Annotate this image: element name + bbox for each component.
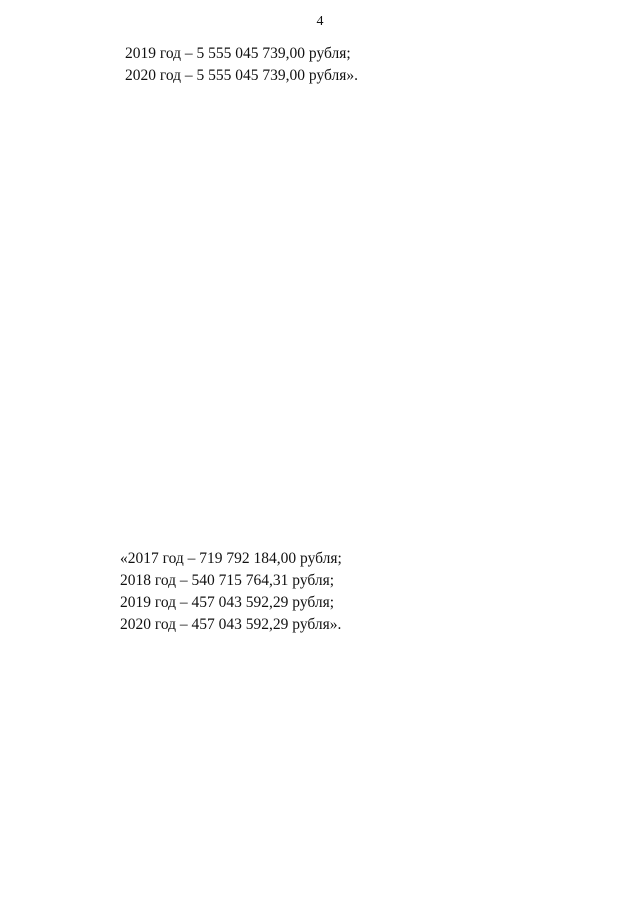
item-1-8-amount-2017: «2017 год – 719 792 184,00 рубля;: [120, 550, 342, 567]
item-1-8-amount-2019: 2019 год – 457 043 592,29 рубля;: [120, 594, 335, 611]
page-number: 4: [316, 14, 324, 29]
amount-line-2019: 2019 год – 5 555 045 739,00 рубля;: [125, 45, 351, 62]
amount-line-2020: 2020 год – 5 555 045 739,00 рубля».: [125, 67, 358, 84]
item-1-8-amount-2018: 2018 год – 540 715 764,31 рубля;: [120, 572, 335, 589]
item-1-8-amount-2020: 2020 год – 457 043 592,29 рубля».: [120, 616, 342, 633]
